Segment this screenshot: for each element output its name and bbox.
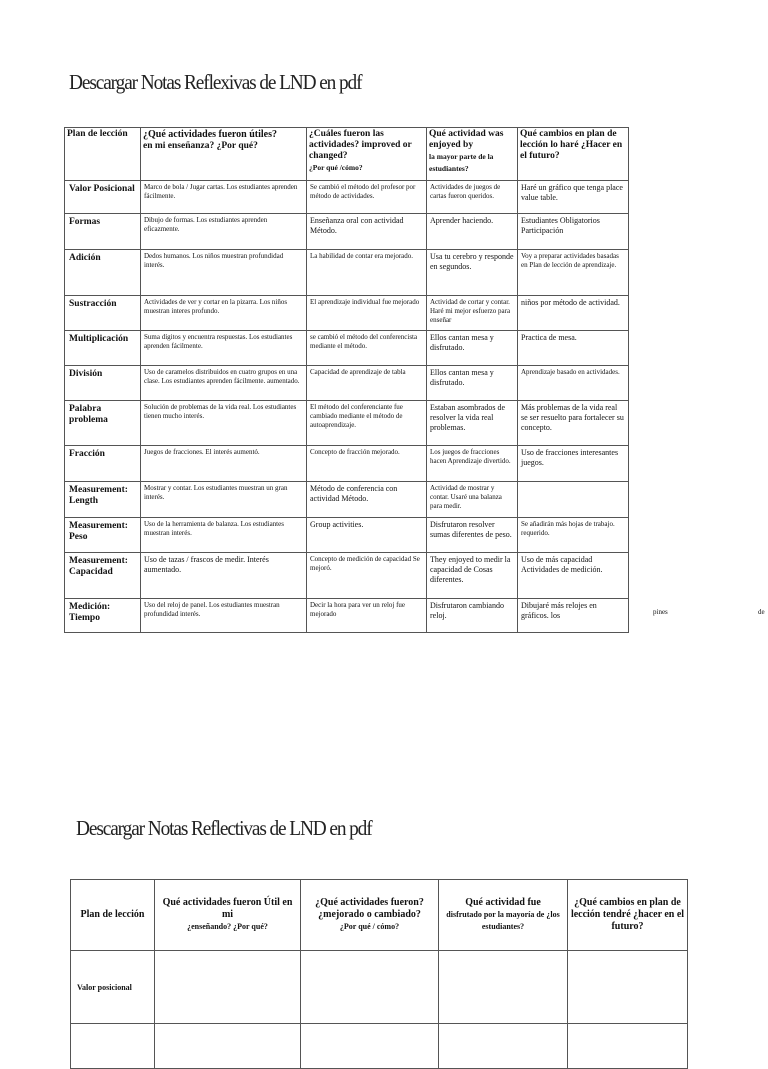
table-cell: se cambió el método del conferencista mediante el método. bbox=[307, 331, 427, 366]
table-cell: Uso de fracciones interesantes juegos. bbox=[518, 446, 629, 482]
row-label: Measurement: Peso bbox=[65, 518, 141, 553]
row-label: Sustracción bbox=[65, 296, 141, 331]
table-row bbox=[71, 1024, 688, 1069]
table-cell: Dedos humanos. Los niños muestran profundidad interés. bbox=[141, 250, 307, 296]
table-cell: Actividades de juegos de cartas fueron queridos. bbox=[427, 181, 518, 214]
table-cell: Concepto de medición de capacidad Se mejoró. bbox=[307, 553, 427, 599]
table-cell: Aprendizaje basado en actividades. bbox=[518, 366, 629, 401]
table-cell: El método del conferenciante fue cambiado mediante el método de autoaprendizaje. bbox=[307, 401, 427, 446]
table-row bbox=[65, 214, 629, 250]
header-cell: ¿Cuáles fueron las actividades? improved or changed? ¿Por qué /cómo? bbox=[307, 128, 427, 181]
table-cell: Concepto de fracción mejorado. bbox=[307, 446, 427, 482]
header-cell: Plan de lección bbox=[65, 128, 141, 181]
row-label: Valor posicional bbox=[71, 951, 155, 1024]
table-cell bbox=[568, 951, 688, 1024]
table-cell: Uso del reloj de panel. Los estudiantes muestran profundidad interés. bbox=[141, 599, 307, 633]
table-cell: Disfrutaron resolver sumas diferentes de peso. bbox=[427, 518, 518, 553]
table-cell: Uso de la herramienta de balanza. Los estudiantes muestran interés. bbox=[141, 518, 307, 553]
table-cell bbox=[155, 951, 301, 1024]
table-header-row bbox=[71, 880, 688, 951]
table-cell: Aprender haciendo. bbox=[427, 214, 518, 250]
table-cell: Marco de bola / Jugar cartas. Los estudiantes aprenden fácilmente. bbox=[141, 181, 307, 214]
row-label: Measurement: Capacidad bbox=[65, 553, 141, 599]
overflow-text bbox=[0, 608, 768, 620]
table-cell: Ellos cantan mesa y disfrutado. bbox=[427, 366, 518, 401]
table-cell: Ellos cantan mesa y disfrutado. bbox=[427, 331, 518, 366]
table-row bbox=[65, 331, 629, 366]
table-cell: They enjoyed to medir la capacidad de Cosas diferentes. bbox=[427, 553, 518, 599]
header-cell: ¿Qué actividades fueron útiles? en mi enseñanza? ¿Por qué? bbox=[141, 128, 307, 181]
table-cell: La habilidad de contar era mejorado. bbox=[307, 250, 427, 296]
table-cell bbox=[301, 951, 439, 1024]
table-row bbox=[65, 366, 629, 401]
overflow-word: de bbox=[758, 608, 765, 616]
table-cell: Juegos de fracciones. El interés aumentó. bbox=[141, 446, 307, 482]
table-cell: Uso de caramelos distribuidos en cuatro grupos en una clase. Los estudiantes aprenden fácilmente. aumentado. bbox=[141, 366, 307, 401]
table-cell bbox=[301, 1024, 439, 1069]
header-cell: Qué actividad fue disfrutado por la mayoría de ¿los estudiantes? bbox=[439, 880, 568, 951]
table-cell bbox=[568, 1024, 688, 1069]
header-cell: Qué actividades fueron Útil en mi ¿enseñando? ¿Por qué? bbox=[155, 880, 301, 951]
table-cell bbox=[439, 951, 568, 1024]
row-label: Valor Posicional bbox=[65, 181, 141, 214]
table-cell: Actividad de cortar y contar. Haré mi mejor esfuerzo para enseñar bbox=[427, 296, 518, 331]
row-label: Fracción bbox=[65, 446, 141, 482]
table-cell bbox=[518, 482, 629, 518]
table-cell: Disfrutaron cambiando reloj. bbox=[427, 599, 518, 633]
table-cell: Mostrar y contar. Los estudiantes muestran un gran interés. bbox=[141, 482, 307, 518]
row-label: Adición bbox=[65, 250, 141, 296]
reflective-notes-table bbox=[64, 127, 629, 633]
table-cell: Dibujaré más relojes en gráficos. los bbox=[518, 599, 629, 633]
row-label: Palabra problema bbox=[65, 401, 141, 446]
table-cell: Capacidad de aprendizaje de tabla bbox=[307, 366, 427, 401]
table-row bbox=[65, 296, 629, 331]
page-title-2: Descargar Notas Reflectivas de LND en pdf bbox=[76, 816, 372, 840]
table-cell: El aprendizaje individual fue mejorado bbox=[307, 296, 427, 331]
table-row bbox=[65, 553, 629, 599]
table-cell: Voy a preparar actividades basadas en Plan de lección de aprendizaje. bbox=[518, 250, 629, 296]
table-cell: Haré un gráfico que tenga place value table. bbox=[518, 181, 629, 214]
table-cell: Los juegos de fracciones hacen Aprendizaje divertido. bbox=[427, 446, 518, 482]
header-cell: ¿Qué cambios en plan de lección tendré ¿hacer en el futuro? bbox=[568, 880, 688, 951]
row-label: Formas bbox=[65, 214, 141, 250]
table-cell: Uso de más capacidad Actividades de medición. bbox=[518, 553, 629, 599]
table-row bbox=[65, 446, 629, 482]
table-cell: Enseñanza oral con actividad Método. bbox=[307, 214, 427, 250]
table-row bbox=[65, 250, 629, 296]
table-cell: Actividades de ver y cortar en la pizarra. Los niños muestran interes profundo. bbox=[141, 296, 307, 331]
table-cell: Más problemas de la vida real se ser resuelto para fortalecer su concepto. bbox=[518, 401, 629, 446]
table-cell: Actividad de mostrar y contar. Usaré una balanza para medir. bbox=[427, 482, 518, 518]
table-cell: Estaban asombrados de resolver la vida real problemas. bbox=[427, 401, 518, 446]
table-cell bbox=[155, 1024, 301, 1069]
table-row bbox=[65, 482, 629, 518]
reflective-notes-table-2 bbox=[70, 879, 688, 1069]
row-label: Multiplicación bbox=[65, 331, 141, 366]
table-cell: Suma dígitos y encuentra respuestas. Los estudiantes aprenden fácilmente. bbox=[141, 331, 307, 366]
table-row bbox=[65, 401, 629, 446]
table-cell: Solución de problemas de la vida real. Los estudiantes tienen mucho interés. bbox=[141, 401, 307, 446]
table-cell: Usa tu cerebro y responde en segundos. bbox=[427, 250, 518, 296]
row-label: Medición: Tiempo bbox=[65, 599, 141, 633]
row-label: División bbox=[65, 366, 141, 401]
header-cell: Qué cambios en plan de lección lo haré ¿Hacer en el futuro? bbox=[518, 128, 629, 181]
table-cell: Group activities. bbox=[307, 518, 427, 553]
table-cell: Estudiantes Obligatorios Participación bbox=[518, 214, 629, 250]
table-row bbox=[65, 518, 629, 553]
header-cell: ¿Qué actividades fueron? ¿mejorado o cambiado? ¿Por qué / cómo? bbox=[301, 880, 439, 951]
page-title: Descargar Notas Reflexivas de LND en pdf bbox=[69, 70, 362, 94]
table-cell: Dibujo de formas. Los estudiantes aprenden eficazmente. bbox=[141, 214, 307, 250]
table-cell bbox=[71, 1024, 155, 1069]
table-cell: Método de conferencia con actividad Método. bbox=[307, 482, 427, 518]
row-label: Measurement: Length bbox=[65, 482, 141, 518]
header-cell: Plan de lección bbox=[71, 880, 155, 951]
table-row bbox=[65, 181, 629, 214]
table-header-row bbox=[65, 128, 629, 181]
table-cell: Uso de tazas / frascos de medir. Interés aumentado. bbox=[141, 553, 307, 599]
table-cell: Decir la hora para ver un reloj fue mejorado bbox=[307, 599, 427, 633]
table-row bbox=[71, 951, 688, 1024]
table-cell: Se cambió el método del profesor por método de actividades. bbox=[307, 181, 427, 214]
table-cell: niños por método de actividad. bbox=[518, 296, 629, 331]
header-cell: Qué actividad was enjoyed by la mayor parte de la estudiantes? bbox=[427, 128, 518, 181]
overflow-word: pines bbox=[653, 608, 668, 616]
table-cell: Se añadirán más hojas de trabajo. requerido. bbox=[518, 518, 629, 553]
table-cell bbox=[439, 1024, 568, 1069]
table-cell: Practica de mesa. bbox=[518, 331, 629, 366]
